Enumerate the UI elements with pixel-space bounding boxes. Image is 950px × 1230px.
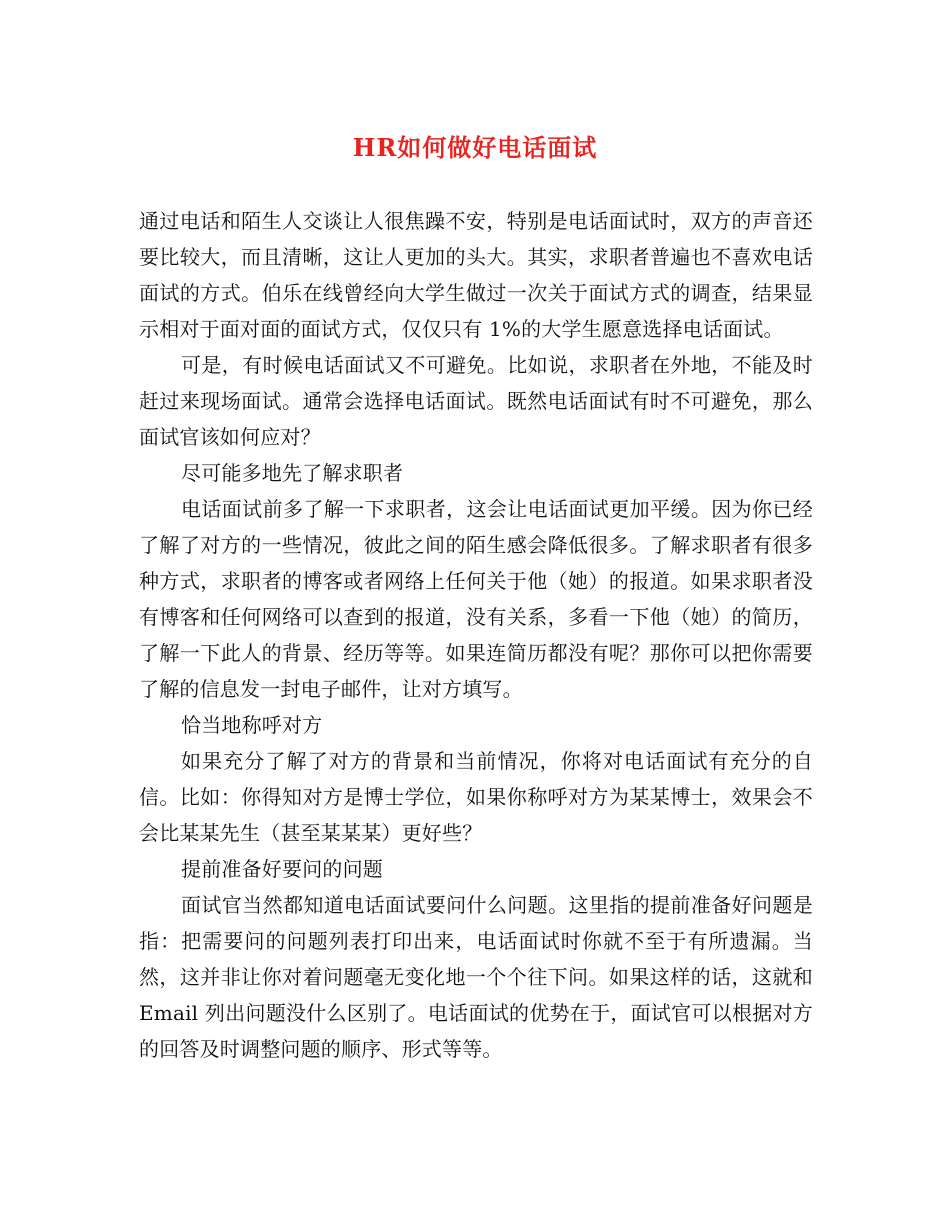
paragraph: 如果充分了解了对方的背景和当前情况，你将对电话面试有充分的自信。比如：你得知对方是博士学位，如果你称呼对方为某某博士，效果会不会比某某先生（甚至某某某）更好些？ xyxy=(139,749,813,845)
section-heading: 提前准备好要问的问题 xyxy=(181,857,383,881)
paragraph: 通过电话和陌生人交谈让人很焦躁不安，特别是电话面试时，双方的声音还要比较大，而且清晰，这让人更加的头大。其实，求职者普遍也不喜欢电话面试的方式。伯乐在线曾经向大学生做过一次关于面试方式的调查，结果显示相对于面对面的面试方式，仅仅只有 1%的大学生愿意选择电话面试。 xyxy=(139,209,813,341)
paragraph: 面试官当然都知道电话面试要问什么问题。这里指的提前准备好问题是指：把需要问的问题列表打印出来，电话面试时你就不至于有所遗漏。当然，这并非让你对着问题毫无变化地一个个往下问。如果这样的话，这就和 Email 列出问题没什么区别了。电话面试的优势在于，面试官可以根据对方的回答及时调整问题的顺序、形式等等。 xyxy=(139,893,813,1061)
document-body xyxy=(139,203,813,1067)
section-heading: 恰当地称呼对方 xyxy=(181,713,323,737)
paragraph: 可是，有时候电话面试又不可避免。比如说，求职者在外地，不能及时赶过来现场面试。通常会选择电话面试。既然电话面试有时不可避免，那么面试官该如何应对？ xyxy=(139,353,813,449)
document-title: HR如何做好电话面试 xyxy=(352,133,598,162)
section-heading: 尽可能多地先了解求职者 xyxy=(181,461,404,485)
paragraph: 电话面试前多了解一下求职者，这会让电话面试更加平缓。因为你已经了解了对方的一些情况，彼此之间的陌生感会降低很多。了解求职者有很多种方式，求职者的博客或者网络上任何关于他（她）的报道。如果求职者没有博客和任何网络可以查到的报道，没有关系，多看一下他（她）的简历，了解一下此人的背景、经历等等。如果连简历都没有呢？那你可以把你需要了解的信息发一封电子邮件，让对方填写。 xyxy=(139,497,813,701)
